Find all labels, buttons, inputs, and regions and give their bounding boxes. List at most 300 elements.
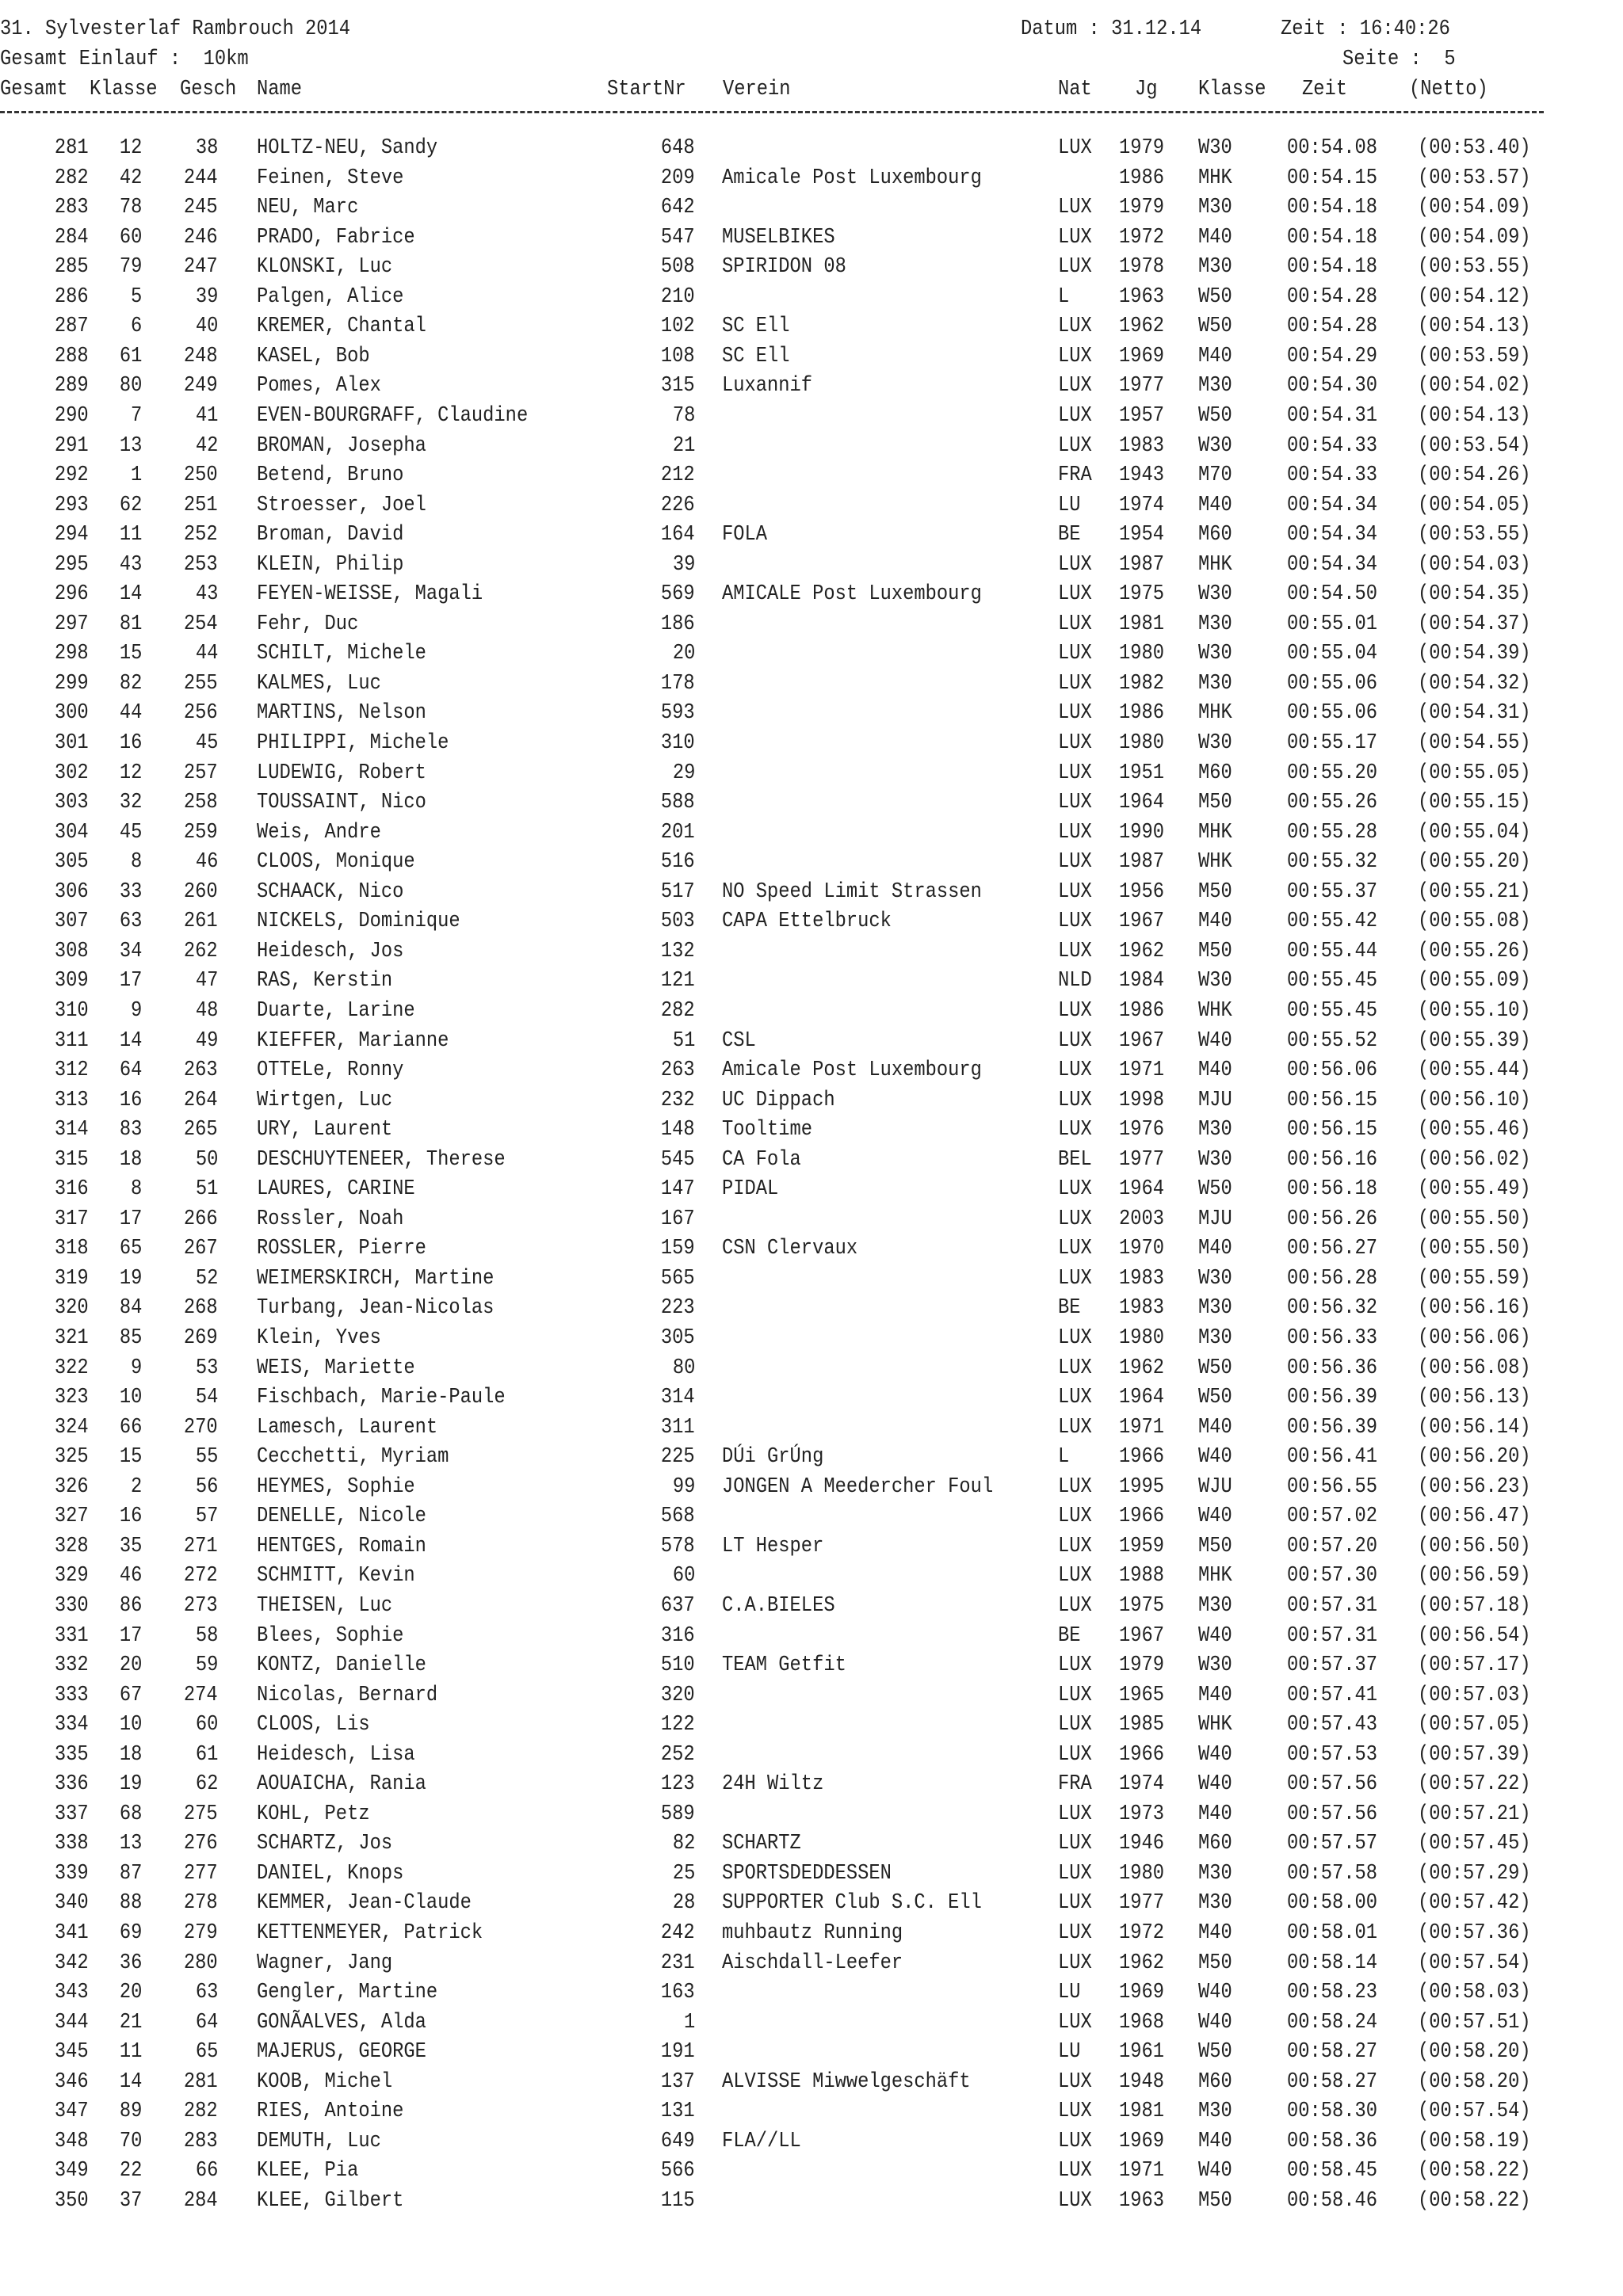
cell-gesamt: 322 bbox=[55, 1356, 89, 1380]
cell-netto: (00:55.10) bbox=[1418, 998, 1531, 1023]
cell-startnr: 164 bbox=[661, 523, 695, 547]
cell-nat: LUX bbox=[1058, 1683, 1092, 1707]
cell-klasse: 8 bbox=[130, 1177, 142, 1202]
cell-nat: LUX bbox=[1058, 1266, 1092, 1291]
cell-gesch: 65 bbox=[195, 2040, 218, 2065]
cell-name: LAURES, CARINE bbox=[257, 1177, 415, 1202]
cell-startnr: 132 bbox=[661, 939, 695, 963]
cell-klasse: M30 bbox=[1198, 1891, 1232, 1916]
cell-name: Lamesch, Laurent bbox=[257, 1415, 438, 1440]
cell-startnr: 121 bbox=[661, 969, 695, 994]
cell-name: WEIMERSKIRCH, Martine bbox=[257, 1266, 495, 1291]
cell-klasse: MHK bbox=[1198, 552, 1232, 577]
cell-name: OTTELe, Ronny bbox=[257, 1058, 404, 1083]
cell-gesamt: 284 bbox=[55, 225, 89, 250]
cell-startnr: 648 bbox=[661, 136, 695, 160]
cell-klasse: 70 bbox=[119, 2129, 142, 2153]
cell-gesch: 66 bbox=[195, 2159, 218, 2183]
cell-zeit: 00:54.33 bbox=[1287, 433, 1378, 458]
cell-name: Broman, David bbox=[257, 523, 404, 547]
cell-klasse: W40 bbox=[1198, 1981, 1232, 2005]
cell-startnr: 569 bbox=[661, 582, 695, 607]
cell-klasse: 11 bbox=[119, 523, 142, 547]
cell-klasse: MJU bbox=[1198, 1088, 1232, 1112]
cell-jg: 1985 bbox=[1119, 1713, 1165, 1737]
table-row bbox=[0, 136, 1623, 166]
cell-netto: (00:55.50) bbox=[1418, 1207, 1531, 1231]
cell-name: Fischbach, Marie-Paule bbox=[257, 1386, 506, 1410]
cell-verein: Luxannif bbox=[722, 374, 813, 399]
cell-zeit: 00:57.31 bbox=[1287, 1593, 1378, 1618]
cell-klasse: M40 bbox=[1198, 1415, 1232, 1440]
cell-jg: 1979 bbox=[1119, 136, 1165, 160]
cell-gesch: 250 bbox=[184, 463, 218, 488]
cell-netto: (00:56.08) bbox=[1418, 1356, 1531, 1380]
cell-klasse: W50 bbox=[1198, 403, 1232, 428]
event-title: 31. Sylvesterlaf Rambrouch 2014 bbox=[0, 17, 351, 41]
cell-jg: 1966 bbox=[1119, 1445, 1165, 1470]
cell-nat: LUX bbox=[1058, 225, 1092, 250]
table-row bbox=[0, 731, 1623, 761]
table-row bbox=[0, 1832, 1623, 1861]
cell-klasse: 2 bbox=[130, 1474, 142, 1499]
table-row bbox=[0, 1058, 1623, 1088]
cell-klasse: 78 bbox=[119, 196, 142, 220]
cell-startnr: 163 bbox=[661, 1981, 695, 2005]
cell-zeit: 00:57.30 bbox=[1287, 1564, 1378, 1589]
cell-netto: (00:54.12) bbox=[1418, 284, 1531, 309]
table-row bbox=[0, 1772, 1623, 1802]
cell-zeit: 00:58.01 bbox=[1287, 1921, 1378, 1945]
table-row bbox=[0, 1177, 1623, 1207]
cell-name: Nicolas, Bernard bbox=[257, 1683, 438, 1707]
cell-zeit: 00:54.50 bbox=[1287, 582, 1378, 607]
cell-verein: CSN Clervaux bbox=[722, 1237, 858, 1261]
cell-gesamt: 320 bbox=[55, 1296, 89, 1321]
cell-name: KREMER, Chantal bbox=[257, 315, 426, 339]
cell-jg: 1962 bbox=[1119, 939, 1165, 963]
cell-klasse: M50 bbox=[1198, 1951, 1232, 1975]
cell-jg: 2003 bbox=[1119, 1207, 1165, 1231]
cell-netto: (00:58.20) bbox=[1418, 2040, 1531, 2065]
cell-verein: Amicale Post Luxembourg bbox=[722, 166, 982, 190]
table-row bbox=[0, 1951, 1623, 1981]
cell-jg: 1975 bbox=[1119, 1593, 1165, 1618]
cell-klasse: 21 bbox=[119, 2010, 142, 2035]
cell-zeit: 00:57.02 bbox=[1287, 1505, 1378, 1529]
cell-klasse: M40 bbox=[1198, 1683, 1232, 1707]
cell-nat: LUX bbox=[1058, 998, 1092, 1023]
cell-gesamt: 338 bbox=[55, 1832, 89, 1856]
cell-klasse: WHK bbox=[1198, 850, 1232, 875]
cell-nat: LUX bbox=[1058, 1802, 1092, 1826]
col-gesamt: Gesamt bbox=[0, 78, 68, 101]
table-row bbox=[0, 1089, 1623, 1118]
cell-name: HEYMES, Sophie bbox=[257, 1474, 415, 1499]
cell-klasse: 1 bbox=[130, 463, 142, 488]
cell-gesch: 49 bbox=[195, 1028, 218, 1053]
cell-gesch: 60 bbox=[195, 1713, 218, 1737]
cell-gesamt: 306 bbox=[55, 879, 89, 904]
cell-netto: (00:57.36) bbox=[1418, 1921, 1531, 1945]
cell-gesch: 271 bbox=[184, 1534, 218, 1558]
cell-zeit: 00:55.52 bbox=[1287, 1028, 1378, 1053]
cell-gesch: 270 bbox=[184, 1415, 218, 1440]
cell-netto: (00:56.47) bbox=[1418, 1505, 1531, 1529]
cell-gesamt: 292 bbox=[55, 463, 89, 488]
cell-gesamt: 318 bbox=[55, 1237, 89, 1261]
cell-name: LUDEWIG, Robert bbox=[257, 761, 426, 785]
cell-nat: FRA bbox=[1058, 463, 1092, 488]
cell-name: KIEFFER, Marianne bbox=[257, 1028, 449, 1053]
cell-name: Betend, Bruno bbox=[257, 463, 404, 488]
page-number: Seite : 5 bbox=[1342, 48, 1456, 71]
table-row bbox=[0, 315, 1623, 344]
cell-gesch: 52 bbox=[195, 1266, 218, 1291]
cell-name: MAJERUS, GEORGE bbox=[257, 2040, 426, 2065]
cell-klasse: 85 bbox=[119, 1326, 142, 1350]
table-row bbox=[0, 910, 1623, 939]
cell-gesamt: 294 bbox=[55, 523, 89, 547]
cell-zeit: 00:56.27 bbox=[1287, 1237, 1378, 1261]
cell-klasse: M40 bbox=[1198, 344, 1232, 368]
cell-jg: 1971 bbox=[1119, 2159, 1165, 2183]
cell-startnr: 147 bbox=[661, 1177, 695, 1202]
cell-startnr: 178 bbox=[661, 671, 695, 696]
cell-jg: 1988 bbox=[1119, 1564, 1165, 1589]
cell-name: WEIS, Mariette bbox=[257, 1356, 415, 1380]
col-klasse-2: Klasse bbox=[1198, 78, 1266, 101]
cell-klasse: M50 bbox=[1198, 1534, 1232, 1558]
cell-verein: SC Ell bbox=[722, 315, 790, 339]
cell-netto: (00:54.35) bbox=[1418, 582, 1531, 607]
cell-gesamt: 297 bbox=[55, 612, 89, 636]
cell-zeit: 00:54.31 bbox=[1287, 403, 1378, 428]
cell-nat: LUX bbox=[1058, 1653, 1092, 1678]
cell-klasse: 10 bbox=[119, 1713, 142, 1737]
cell-gesamt: 302 bbox=[55, 761, 89, 785]
cell-klasse: M70 bbox=[1198, 463, 1232, 488]
cell-gesch: 248 bbox=[184, 344, 218, 368]
cell-klasse: W40 bbox=[1198, 2159, 1232, 2183]
cell-zeit: 00:58.27 bbox=[1287, 2069, 1378, 2094]
cell-netto: (00:55.05) bbox=[1418, 761, 1531, 785]
cell-startnr: 25 bbox=[672, 1861, 695, 1886]
cell-nat: LUX bbox=[1058, 1593, 1092, 1618]
cell-startnr: 223 bbox=[661, 1296, 695, 1321]
cell-klasse: M60 bbox=[1198, 761, 1232, 785]
cell-gesch: 47 bbox=[195, 969, 218, 994]
cell-klasse: 83 bbox=[119, 1118, 142, 1142]
cell-jg: 1980 bbox=[1119, 642, 1165, 666]
cell-startnr: 314 bbox=[661, 1386, 695, 1410]
cell-gesamt: 326 bbox=[55, 1474, 89, 1499]
cell-zeit: 00:57.56 bbox=[1287, 1772, 1378, 1797]
cell-klasse: W50 bbox=[1198, 2040, 1232, 2065]
cell-zeit: 00:58.24 bbox=[1287, 2010, 1378, 2035]
cell-name: HOLTZ-NEU, Sandy bbox=[257, 136, 438, 160]
cell-zeit: 00:55.17 bbox=[1287, 731, 1378, 755]
cell-jg: 1965 bbox=[1119, 1683, 1165, 1707]
cell-gesamt: 347 bbox=[55, 2100, 89, 2124]
cell-startnr: 310 bbox=[661, 731, 695, 755]
cell-klasse: 82 bbox=[119, 671, 142, 696]
cell-nat: LUX bbox=[1058, 1951, 1092, 1975]
cell-gesch: 265 bbox=[184, 1118, 218, 1142]
cell-name: Pomes, Alex bbox=[257, 374, 381, 399]
cell-gesch: 58 bbox=[195, 1623, 218, 1648]
cell-klasse: M50 bbox=[1198, 939, 1232, 963]
cell-zeit: 00:56.26 bbox=[1287, 1207, 1378, 1231]
cell-zeit: 00:55.04 bbox=[1287, 642, 1378, 666]
cell-netto: (00:54.05) bbox=[1418, 493, 1531, 517]
col-zeit: Zeit bbox=[1302, 78, 1348, 101]
cell-zeit: 00:54.34 bbox=[1287, 523, 1378, 547]
table-row bbox=[0, 1653, 1623, 1683]
cell-gesamt: 291 bbox=[55, 433, 89, 458]
cell-name: CLOOS, Lis bbox=[257, 1713, 370, 1737]
cell-zeit: 00:57.57 bbox=[1287, 1832, 1378, 1856]
cell-jg: 1980 bbox=[1119, 1326, 1165, 1350]
cell-jg: 1990 bbox=[1119, 820, 1165, 845]
cell-jg: 1967 bbox=[1119, 910, 1165, 934]
cell-klasse: 12 bbox=[119, 761, 142, 785]
cell-gesamt: 296 bbox=[55, 582, 89, 607]
cell-klasse: 13 bbox=[119, 433, 142, 458]
cell-startnr: 123 bbox=[661, 1772, 695, 1797]
cell-gesamt: 343 bbox=[55, 1981, 89, 2005]
cell-nat: LUX bbox=[1058, 344, 1092, 368]
cell-klasse: M30 bbox=[1198, 374, 1232, 399]
cell-netto: (00:55.44) bbox=[1418, 1058, 1531, 1083]
cell-netto: (00:56.20) bbox=[1418, 1445, 1531, 1470]
cell-nat: LUX bbox=[1058, 1386, 1092, 1410]
cell-jg: 1979 bbox=[1119, 1653, 1165, 1678]
cell-netto: (00:55.21) bbox=[1418, 879, 1531, 904]
cell-nat: LUX bbox=[1058, 1861, 1092, 1886]
cell-nat: L bbox=[1058, 284, 1070, 309]
cell-klasse: W40 bbox=[1198, 1623, 1232, 1648]
cell-klasse: 66 bbox=[119, 1415, 142, 1440]
cell-startnr: 122 bbox=[661, 1713, 695, 1737]
cell-gesamt: 299 bbox=[55, 671, 89, 696]
cell-gesamt: 285 bbox=[55, 255, 89, 280]
cell-netto: (00:54.31) bbox=[1418, 701, 1531, 726]
cell-nat: LUX bbox=[1058, 374, 1092, 399]
cell-name: SCHAACK, Nico bbox=[257, 879, 404, 904]
table-row bbox=[0, 2070, 1623, 2100]
cell-jg: 1998 bbox=[1119, 1088, 1165, 1112]
cell-gesamt: 312 bbox=[55, 1058, 89, 1083]
cell-jg: 1975 bbox=[1119, 582, 1165, 607]
table-row bbox=[0, 1386, 1623, 1415]
cell-startnr: 588 bbox=[661, 791, 695, 815]
cell-jg: 1980 bbox=[1119, 1861, 1165, 1886]
cell-klasse: 80 bbox=[119, 374, 142, 399]
cell-name: Klein, Yves bbox=[257, 1326, 381, 1350]
cell-gesch: 263 bbox=[184, 1058, 218, 1083]
cell-jg: 1983 bbox=[1119, 433, 1165, 458]
cell-gesch: 244 bbox=[184, 166, 218, 190]
cell-klasse: WHK bbox=[1198, 1713, 1232, 1737]
cell-netto: (00:53.54) bbox=[1418, 433, 1531, 458]
cell-netto: (00:54.02) bbox=[1418, 374, 1531, 399]
cell-nat: LUX bbox=[1058, 820, 1092, 845]
col-verein: Verein bbox=[723, 78, 791, 101]
cell-jg: 1969 bbox=[1119, 1981, 1165, 2005]
cell-zeit: 00:56.15 bbox=[1287, 1118, 1378, 1142]
cell-jg: 1977 bbox=[1119, 374, 1165, 399]
cell-gesamt: 283 bbox=[55, 196, 89, 220]
cell-jg: 1962 bbox=[1119, 1951, 1165, 1975]
cell-klasse: 16 bbox=[119, 1088, 142, 1112]
cell-name: KETTENMEYER, Patrick bbox=[257, 1921, 483, 1945]
cell-netto: (00:55.49) bbox=[1418, 1177, 1531, 1202]
cell-nat: LUX bbox=[1058, 879, 1092, 904]
cell-gesch: 59 bbox=[195, 1653, 218, 1678]
cell-verein: SCHARTZ bbox=[722, 1832, 801, 1856]
cell-zeit: 00:54.15 bbox=[1287, 166, 1378, 190]
cell-zeit: 00:58.27 bbox=[1287, 2040, 1378, 2065]
cell-netto: (00:57.45) bbox=[1418, 1832, 1531, 1856]
cell-startnr: 311 bbox=[661, 1415, 695, 1440]
cell-netto: (00:57.51) bbox=[1418, 2010, 1531, 2035]
cell-nat: FRA bbox=[1058, 1772, 1092, 1797]
cell-jg: 1987 bbox=[1119, 552, 1165, 577]
cell-jg: 1961 bbox=[1119, 2040, 1165, 2065]
cell-klasse: 17 bbox=[119, 1207, 142, 1231]
cell-startnr: 242 bbox=[661, 1921, 695, 1945]
cell-klasse: W50 bbox=[1198, 1386, 1232, 1410]
cell-nat: LUX bbox=[1058, 2159, 1092, 2183]
cell-gesch: 257 bbox=[184, 761, 218, 785]
cell-gesch: 255 bbox=[184, 671, 218, 696]
cell-klasse: 22 bbox=[119, 2159, 142, 2183]
cell-klasse: 84 bbox=[119, 1296, 142, 1321]
cell-klasse: 9 bbox=[130, 998, 142, 1023]
cell-klasse: W50 bbox=[1198, 1177, 1232, 1202]
cell-klasse: 6 bbox=[130, 315, 142, 339]
cell-jg: 1946 bbox=[1119, 1832, 1165, 1856]
cell-name: URY, Laurent bbox=[257, 1118, 393, 1142]
cell-gesamt: 332 bbox=[55, 1653, 89, 1678]
cell-gesch: 275 bbox=[184, 1802, 218, 1826]
cell-gesamt: 319 bbox=[55, 1266, 89, 1291]
cell-jg: 1986 bbox=[1119, 701, 1165, 726]
cell-klasse: W40 bbox=[1198, 2010, 1232, 2035]
cell-gesamt: 316 bbox=[55, 1177, 89, 1202]
cell-nat: LUX bbox=[1058, 315, 1092, 339]
cell-zeit: 00:55.32 bbox=[1287, 850, 1378, 875]
table-row bbox=[0, 1743, 1623, 1772]
cell-zeit: 00:54.18 bbox=[1287, 196, 1378, 220]
cell-jg: 1969 bbox=[1119, 344, 1165, 368]
table-row bbox=[0, 2040, 1623, 2069]
cell-gesch: 245 bbox=[184, 196, 218, 220]
cell-name: Cecchetti, Myriam bbox=[257, 1445, 449, 1470]
cell-name: Heidesch, Lisa bbox=[257, 1742, 415, 1767]
cell-gesamt: 315 bbox=[55, 1147, 89, 1172]
cell-klasse: 67 bbox=[119, 1683, 142, 1707]
table-row bbox=[0, 1416, 1623, 1445]
cell-netto: (00:57.18) bbox=[1418, 1593, 1531, 1618]
cell-zeit: 00:57.41 bbox=[1287, 1683, 1378, 1707]
cell-nat: LUX bbox=[1058, 255, 1092, 280]
cell-netto: (00:55.39) bbox=[1418, 1028, 1531, 1053]
cell-klasse: M30 bbox=[1198, 1593, 1232, 1618]
cell-gesch: 252 bbox=[184, 523, 218, 547]
cell-name: Heidesch, Jos bbox=[257, 939, 404, 963]
cell-gesamt: 335 bbox=[55, 1742, 89, 1767]
cell-gesamt: 330 bbox=[55, 1593, 89, 1618]
cell-name: Blees, Sophie bbox=[257, 1623, 404, 1648]
cell-netto: (00:57.54) bbox=[1418, 1951, 1531, 1975]
cell-netto: (00:55.04) bbox=[1418, 820, 1531, 845]
cell-nat: LUX bbox=[1058, 1564, 1092, 1589]
cell-gesch: 251 bbox=[184, 493, 218, 517]
cell-gesamt: 287 bbox=[55, 315, 89, 339]
table-row bbox=[0, 1029, 1623, 1058]
cell-netto: (00:56.14) bbox=[1418, 1415, 1531, 1440]
cell-netto: (00:57.21) bbox=[1418, 1802, 1531, 1826]
cell-nat: LUX bbox=[1058, 1921, 1092, 1945]
cell-klasse: W30 bbox=[1198, 1653, 1232, 1678]
cell-verein: 24H Wiltz bbox=[722, 1772, 824, 1797]
cell-klasse: 45 bbox=[119, 820, 142, 845]
cell-netto: (00:57.42) bbox=[1418, 1891, 1531, 1916]
cell-startnr: 137 bbox=[661, 2069, 695, 2094]
cell-jg: 1964 bbox=[1119, 791, 1165, 815]
cell-name: NEU, Marc bbox=[257, 196, 359, 220]
cell-klasse: 19 bbox=[119, 1266, 142, 1291]
cell-name: HENTGES, Romain bbox=[257, 1534, 426, 1558]
cell-gesch: 279 bbox=[184, 1921, 218, 1945]
cell-netto: (00:54.09) bbox=[1418, 196, 1531, 220]
cell-verein: C.A.BIELES bbox=[722, 1593, 835, 1618]
cell-zeit: 00:55.45 bbox=[1287, 998, 1378, 1023]
cell-jg: 1971 bbox=[1119, 1415, 1165, 1440]
cell-gesch: 284 bbox=[184, 2188, 218, 2213]
cell-nat: NLD bbox=[1058, 969, 1092, 994]
table-row bbox=[0, 999, 1623, 1028]
col-startnr: StartNr bbox=[607, 78, 686, 101]
cell-name: KLEIN, Philip bbox=[257, 552, 404, 577]
cell-gesamt: 309 bbox=[55, 969, 89, 994]
cell-netto: (00:55.50) bbox=[1418, 1237, 1531, 1261]
cell-gesamt: 340 bbox=[55, 1891, 89, 1916]
table-row bbox=[0, 1475, 1623, 1505]
cell-gesamt: 350 bbox=[55, 2188, 89, 2213]
cell-nat: LUX bbox=[1058, 761, 1092, 785]
cell-netto: (00:58.19) bbox=[1418, 2129, 1531, 2153]
cell-startnr: 637 bbox=[661, 1593, 695, 1618]
cell-klasse: M40 bbox=[1198, 2129, 1232, 2153]
table-row bbox=[0, 1535, 1623, 1564]
cell-gesamt: 342 bbox=[55, 1951, 89, 1975]
cell-zeit: 00:58.46 bbox=[1287, 2188, 1378, 2213]
cell-zeit: 00:55.01 bbox=[1287, 612, 1378, 636]
cell-nat: LUX bbox=[1058, 433, 1092, 458]
cell-gesch: 45 bbox=[195, 731, 218, 755]
cell-name: GONÃALVES, Alda bbox=[257, 2010, 426, 2035]
cell-name: DESCHUYTENEER, Therese bbox=[257, 1147, 506, 1172]
table-row bbox=[0, 1148, 1623, 1177]
cell-zeit: 00:58.30 bbox=[1287, 2100, 1378, 2124]
cell-startnr: 503 bbox=[661, 910, 695, 934]
cell-klasse: M30 bbox=[1198, 671, 1232, 696]
table-row bbox=[0, 196, 1623, 225]
cell-nat: LUX bbox=[1058, 2129, 1092, 2153]
